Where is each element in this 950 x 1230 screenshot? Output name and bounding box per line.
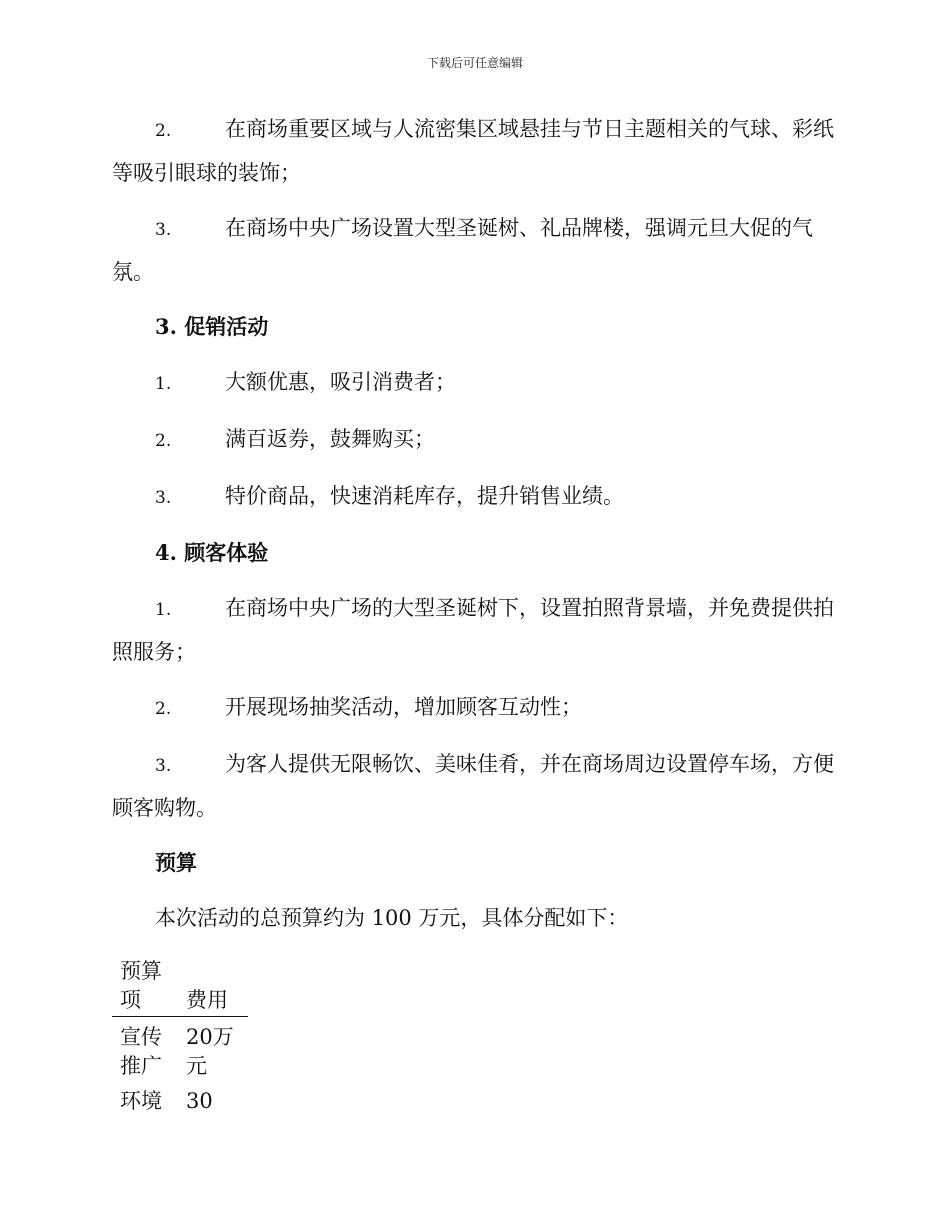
list-text: 特价商品，快速消耗库存，提升销售业绩。 bbox=[225, 484, 624, 508]
list-text: 在商场中央广场的大型圣诞树下，设置拍照背景墙，并免费提供拍照服务； bbox=[112, 596, 834, 664]
list-item bbox=[112, 475, 834, 519]
table-header-row bbox=[112, 957, 248, 1017]
list-number: 1. bbox=[155, 600, 172, 620]
list-item bbox=[112, 361, 834, 405]
list-number: 2. bbox=[155, 431, 172, 451]
list-text: 在商场重要区域与人流密集区域悬挂与节日主题相关的气球、彩纸等吸引眼球的装饰； bbox=[112, 117, 834, 185]
document-body bbox=[112, 108, 834, 1116]
table-cell: 20万元 bbox=[186, 1025, 234, 1078]
section-heading-customer-experience: 4. 顾客体验 bbox=[155, 540, 269, 565]
table-cell: 环境 bbox=[120, 1089, 162, 1113]
table-header-cell bbox=[112, 957, 178, 1017]
table-row bbox=[112, 1017, 248, 1082]
list-text: 大额优惠，吸引消费者； bbox=[225, 370, 456, 394]
list-text: 开展现场抽奖活动，增加顾客互动性； bbox=[225, 695, 582, 719]
header-cost-label: 费用 bbox=[186, 988, 228, 1012]
list-number: 3. bbox=[155, 488, 172, 508]
header-item-label: 预算项 bbox=[120, 959, 162, 1012]
list-number: 2. bbox=[155, 121, 172, 141]
list-number: 1. bbox=[155, 374, 172, 394]
table-header-cell bbox=[178, 957, 248, 1017]
page-header: 下载后可任意编辑 bbox=[426, 56, 523, 70]
table-cell: 宣传推广 bbox=[120, 1025, 162, 1078]
list-item bbox=[112, 418, 834, 462]
section-heading-budget: 预算 bbox=[155, 850, 197, 875]
list-number: 3. bbox=[155, 756, 172, 776]
list-text: 满百返券，鼓舞购买； bbox=[225, 427, 435, 451]
table-row bbox=[112, 1081, 248, 1116]
list-text: 在商场中央广场设置大型圣诞树、礼品牌楼，强调元旦大促的气氛。 bbox=[112, 216, 813, 284]
table-cell: 30 bbox=[186, 1089, 213, 1113]
list-item bbox=[112, 587, 834, 673]
list-item bbox=[112, 743, 834, 829]
list-item bbox=[112, 686, 834, 730]
budget-intro: 本次活动的总预算约为 100 万元，具体分配如下： bbox=[155, 906, 629, 930]
list-number: 2. bbox=[155, 699, 172, 719]
budget-table bbox=[112, 957, 248, 1116]
list-item bbox=[112, 207, 834, 293]
list-number: 3. bbox=[155, 220, 172, 240]
list-item bbox=[112, 108, 834, 194]
list-text: 为客人提供无限畅饮、美味佳肴，并在商场周边设置停车场，方便顾客购物。 bbox=[112, 752, 834, 820]
section-heading-promotion: 3. 促销活动 bbox=[155, 314, 269, 339]
